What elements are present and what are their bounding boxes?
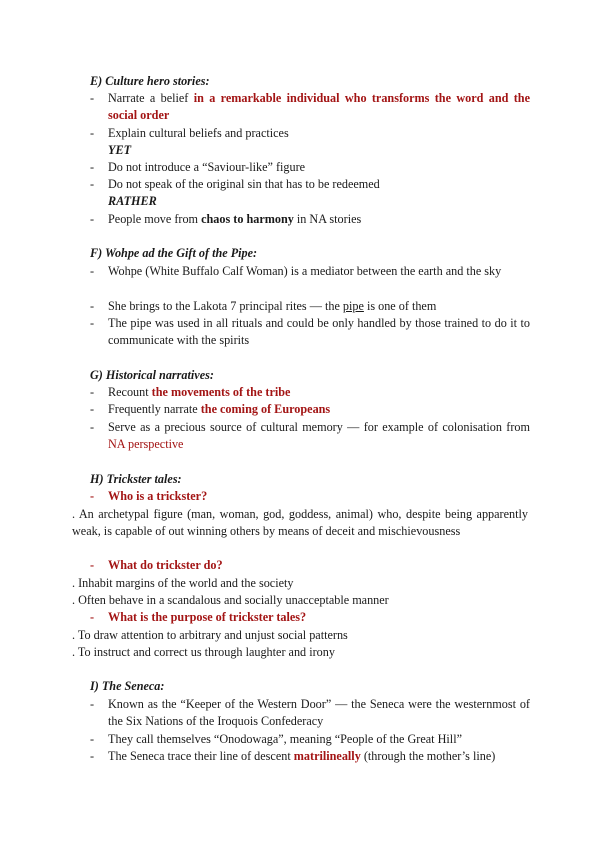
list-item: - Frequently narrate the coming of Europeans <box>90 402 331 416</box>
list-item: - Narrate a belief in a remarkable individual who transforms the word and the social order <box>90 91 530 123</box>
heading-culture-hero: E) Culture hero stories: <box>90 74 210 88</box>
question-text: What is the purpose of trickster tales? <box>108 610 307 624</box>
item-text: Frequently narrate <box>108 402 201 416</box>
heading-seneca: I) The Seneca: <box>90 679 165 693</box>
item-text: The Seneca trace their line of descent <box>108 749 294 763</box>
item-text: Narrate a belief <box>108 91 194 105</box>
item-text: They call themselves “Onodowaga”, meaning “People of the Great Hill” <box>108 732 462 746</box>
bold-text: chaos to harmony <box>201 212 294 226</box>
question-item: - What do trickster do? <box>90 558 223 572</box>
list-item: - She brings to the Lakota 7 principal rites — the pipe is one of them <box>90 299 437 313</box>
item-text: Explain cultural beliefs and practices <box>108 126 289 140</box>
paragraph: . To draw attention to arbitrary and unjust social patterns <box>72 628 348 642</box>
item-text: Serve as a precious source of cultural memory — for example of colonisation from <box>108 420 530 434</box>
list-item: - People move from chaos to harmony in NA stories <box>90 212 362 226</box>
heading-wohpe: F) Wohpe ad the Gift of the Pipe: <box>90 246 258 260</box>
item-text: in NA stories <box>293 212 362 226</box>
item-text: (through the mother’s line) <box>360 749 496 763</box>
item-text: is one of them <box>363 299 437 313</box>
highlight-text: in a remarkable individual who transforms the word and the social order <box>108 91 530 123</box>
highlight-text: the coming of Europeans <box>200 402 331 416</box>
item-text: Do not introduce a “Saviour-like” figure <box>108 160 306 174</box>
paragraph: . Often behave in a scandalous and socially unacceptable manner <box>72 593 389 607</box>
underlined-text: pipe <box>342 299 364 313</box>
question-text: What do trickster do? <box>108 558 223 572</box>
heading-trickster: H) Trickster tales: <box>90 472 182 486</box>
list-item: - The Seneca trace their line of descent matrilineally (through the mother’s line) <box>90 749 496 763</box>
list-item: - Recount the movements of the tribe <box>90 385 291 399</box>
keyword-yet: YET <box>108 143 132 157</box>
list-item: - They call themselves “Onodowaga”, meaning “People of the Great Hill” <box>90 731 530 748</box>
item-text: Do not speak of the original sin that has to be redeemed <box>108 177 380 191</box>
list-item: - Wohpe (White Buffalo Calf Woman) is a mediator between the earth and the sky <box>90 263 530 280</box>
paragraph: . To instruct and correct us through laughter and irony <box>72 645 335 659</box>
list-item: - Known as the “Keeper of the Western Door” — the Seneca were the westernmost of the Six Nations of the Iroquois Confederacy <box>90 696 530 731</box>
highlight-text: NA perspective <box>108 437 184 452</box>
paragraph: . Inhabit margins of the world and the society <box>72 576 294 590</box>
list-item: - Serve as a precious source of cultural memory — for example of colonisation from NA perspective <box>90 420 530 452</box>
list-item: - Explain cultural beliefs and practices <box>90 125 530 142</box>
heading-historical: G) Historical narratives: <box>90 368 214 382</box>
question-text: Who is a trickster? <box>108 489 208 503</box>
item-text: People move from <box>108 212 202 226</box>
keyword-rather: RATHER <box>108 194 157 208</box>
question-item: - What is the purpose of trickster tales? <box>90 610 307 624</box>
list-item: - Do not speak of the original sin that has to be redeemed <box>90 176 530 193</box>
highlight-text: the movements of the tribe <box>151 385 291 399</box>
list-item: - Do not introduce a “Saviour-like” figure <box>90 159 530 176</box>
list-item: - The pipe was used in all rituals and could be only handled by those trained to do it to communicate with the spirits <box>90 315 530 350</box>
question-item: - Who is a trickster? <box>90 489 208 503</box>
item-text: Known as the “Keeper of the Western Door” — the Seneca were the westernmost of the Six Nations of the Iroquois Confederacy <box>108 697 530 729</box>
item-text: Recount <box>108 385 152 399</box>
item-text: She brings to the Lakota 7 principal rites — the <box>108 299 343 313</box>
item-text: The pipe was used in all rituals and could be only handled by those trained to do it to communicate with the spirits <box>108 316 530 348</box>
paragraph: . An archetypal figure (man, woman, god, goddess, animal) who, despite being apparently weak, is capable of out winning others by means of deceit and mischievousness <box>72 507 528 539</box>
item-text: Wohpe (White Buffalo Calf Woman) is a mediator between the earth and the sky <box>108 264 502 278</box>
highlight-text: matrilineally <box>293 749 361 763</box>
